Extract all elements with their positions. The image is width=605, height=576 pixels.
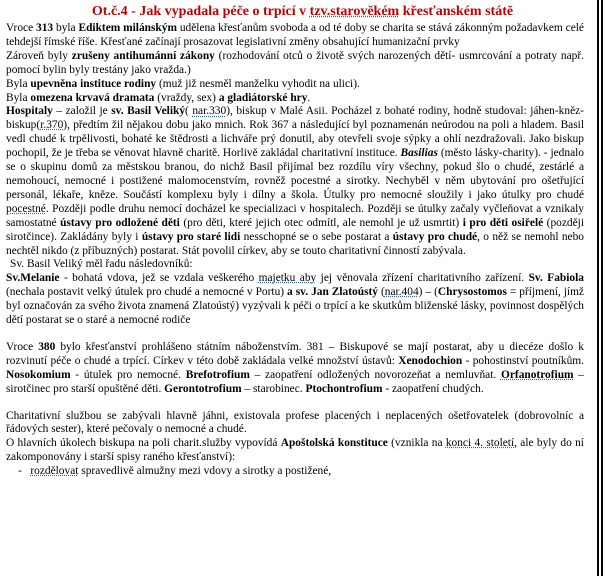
text-run: – starobinec. [241, 382, 306, 395]
text-run: byla [53, 22, 79, 34]
paragraph-gap [6, 397, 584, 410]
text-run: – zaopatření odložených novorozeňat a nemluvňat. [249, 368, 501, 381]
text-run: - zaopatření chudých. [382, 382, 484, 395]
text-run: r.370 [40, 119, 64, 132]
text-run: majetku aby [258, 272, 317, 285]
text-run: Orfanotrofium [500, 368, 574, 381]
text-run: omezena krvavá dramata [30, 91, 155, 104]
text-run: ), biskup v Malé Asii. Pocházel z bohaté rodiny, hodně studoval: jáhen-kněz-biskup( [6, 105, 584, 132]
text-run: Brefotrofium [185, 368, 250, 381]
text-run: ( [378, 286, 385, 299]
text-run: spravedlivě almužny mezi vdovy a sirotky a postižené, [78, 465, 332, 478]
text-run: Zároveň byly [6, 49, 72, 62]
paragraph-laws [6, 50, 584, 78]
paragraph-family [6, 78, 584, 92]
paragraph-service [6, 410, 584, 438]
text-run: konci 4. století [445, 437, 515, 450]
paragraph-gap [6, 328, 584, 341]
text-run: ), předtím žil nějakou dobu jako mnich. Rok 367 a následující byl poznamenán neúrodou na poli a hladem. Basil vedl chudé k trpělivosti, bohaté ke štědrosti a lichváře prý donutil, aby otevřeli svoje sýpky a ohlí nezdražovali. Jako biskup pochopil, že je třeba se věnovat hlavně charitě. Horlivě zakládal charitativní instituce. [6, 119, 584, 160]
text-run: (vznikla na [387, 437, 446, 450]
text-run: - pohostinství poutníkům. [462, 354, 584, 367]
text-run: . [307, 91, 311, 104]
text-run: nar.330 [192, 105, 227, 118]
text-run: ) – ( [418, 286, 438, 299]
text-run: – založil je [52, 105, 112, 118]
page-title [0, 0, 605, 22]
paragraph-saints [6, 272, 584, 328]
text-run: Vroce [6, 22, 37, 34]
text-run: , ale byly do ní zakomponovány i starší spisy raného křesťanství): [6, 437, 584, 464]
text-run: (vraždy, sex) [154, 91, 219, 104]
text-run: Sv.Melanie [6, 272, 60, 285]
text-run: Sv. Basil Veliký měl řadu následovníků: [10, 258, 193, 271]
title-text: Ot.č.4 - Jak vypadala péče o trpící v [91, 4, 310, 19]
text-run: a gladiátorské hry [218, 91, 308, 104]
text-run: ( [185, 105, 193, 118]
title-underlined-term: tzv.starověkém [309, 4, 400, 19]
text-run: (později sirotčince). Zakládány byly i [6, 216, 584, 243]
text-run: Ptochontrofium [305, 382, 383, 395]
text-run: O hlavních úkolech biskupa na poli charit.služby vypovídá [6, 437, 281, 450]
text-run: Vroce [6, 340, 39, 353]
text-run: – sirotčinec pro starší opuštěné děti. [6, 368, 584, 395]
text-run: 380 [38, 340, 56, 353]
page-border-right-outer [601, 0, 603, 576]
text-run: 313 [36, 22, 54, 34]
text-run: Byla [6, 77, 31, 90]
text-run: ústavy pro chudé [392, 230, 478, 243]
text-run: Basilias [400, 147, 438, 160]
text-run: nar.404 [384, 286, 419, 299]
text-run: - bohatá vdova, jež se vzdala veškerého [59, 272, 259, 285]
text-run: ústavy pro staré lidi [141, 230, 241, 243]
text-run: udělena křesťanům svoboda a od té doby se charita se stává zákonným požadavkem celé tehdejší římské říše. Křesťané začínají prosazovat legislativní změny obsahující humanizační prvky [6, 22, 584, 48]
text-run: (rozhodování otců o životě svých narozených dětí- usmrcování a potraty např. pomocí bylin byly trestány jako vražda.) [6, 49, 584, 76]
text-run: zrušeny antihumánní zákony [71, 49, 215, 62]
paragraph-dramas [6, 92, 584, 106]
document-body [6, 22, 584, 479]
text-run: sv. Basil Veliký [111, 105, 186, 118]
title-text-end: křesťanském státě [399, 4, 514, 19]
list-item [6, 465, 584, 479]
paragraph-bishop [6, 437, 584, 465]
text-run: = příjmení, jímž byl označován za svého života znamená Zlatoústý) vyzývali k péči o trpící a ke skutkům bliženské lásky, povinnost dospělých dětí postarat se o staré a nemocné rodiče [6, 286, 584, 327]
text-run: Gerontotrofium [164, 382, 242, 395]
text-run: nesschopné se o sebe postarat a [240, 230, 393, 243]
text-run: jej věnovala zřízení charitativního zařízení. [316, 272, 529, 285]
text-run: (pro děti, které jejich otec odmítl, ale nemohl je už usmrtit) [179, 216, 463, 229]
text-run: Sv. Fabiola [528, 272, 584, 285]
text-run: Apoštolská konstituce [280, 437, 388, 450]
text-run: . Později podle druhu nemocí docházel ke specializaci v hospitalech. Později se útulky začaly vyčleňovat a vznikaly samostatné [6, 202, 584, 229]
text-run: , o něž se nemohl nebo nechtěl nikdo (z příbuzných) postarat. Stát povolil církev, aby se touto charitativní činností zabývala. [6, 230, 585, 257]
text-run: Xenodochion [398, 354, 463, 367]
text-run: Ediktem milánským [78, 22, 177, 34]
text-run: i pro děti osiřelé [462, 216, 544, 229]
paragraph-state-religion [6, 341, 584, 397]
paragraph-edict [6, 22, 584, 50]
text-run: Charitativní službou se zabývali hlavně jáhni, existovala profese placených i neplacených ošetřovatelek (dobrovolníc a řádových sester), které pečovaly o nemocné a chudé. [6, 409, 584, 436]
text-run: (muž již nesměl manželku vyhodit na ulici). [156, 77, 360, 90]
paragraph-followers [6, 258, 584, 272]
text-run: upevněna instituce rodiny [30, 77, 157, 90]
text-run: ústavy pro odložené děti [60, 216, 180, 229]
text-run: bylo křesťanství prohlášeno státním náboženstvím. 381 – Biskupové se mají postarat, aby u diecéze došlo k rozvinutí péče o chudé a trpící. Církev v této době zakládala velké množství ústavů: [6, 340, 584, 367]
text-run: - útulek pro nemocné. [70, 368, 186, 381]
text-run: rozdělovat [30, 465, 79, 478]
text-run: Nosokomium [6, 368, 71, 381]
text-run: (nechala postavit velký útulek pro chudé a nemocné v Portu) [6, 286, 288, 299]
text-run: a sv. Jan Zlatoústý [287, 286, 378, 299]
text-run: Hospitaly [6, 105, 53, 118]
text-run: - [18, 465, 22, 478]
text-run: Byla [6, 91, 31, 104]
text-run: Chrysostomos [437, 286, 507, 299]
text-run: pocestné [6, 202, 46, 215]
page-border-right [597, 0, 599, 576]
paragraph-hospitals [6, 105, 584, 258]
text-run: (město lásky-charity). - jednalo se o skupinu domů za městskou branou, do nichž Basil přijímal bez rozdílu víry všechny, pokud šlo o chudé, zestárlé a nemohoucí, nemocné i postižené malomocenstvím, rovněž pocestné a sirotky. Nechyběl v něm ubytování pro ošetřující personál, lékaře, kněze. Součástí komplexu byly i dílny a škola. Útulky pro nemocné sloužily i jako útulky pro chudé [6, 147, 584, 201]
